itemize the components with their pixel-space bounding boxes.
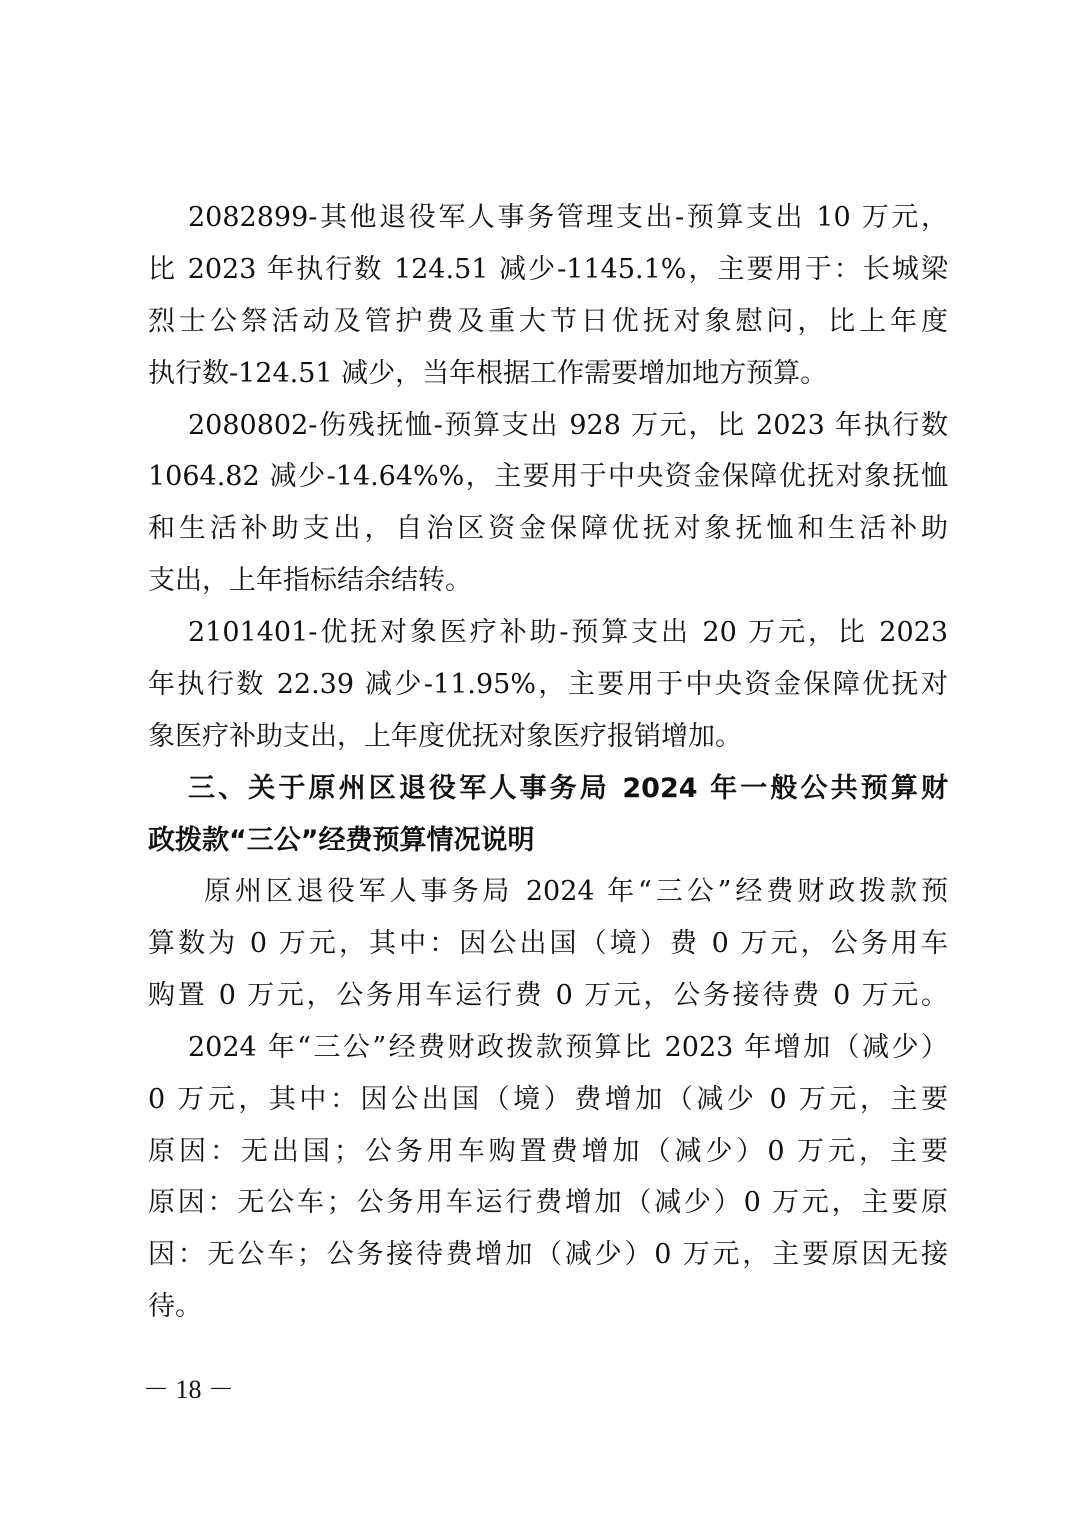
paragraph-3-line-1: 2101401-优抚对象医疗补助-预算支出 20 万元，比 2023 xyxy=(188,617,948,648)
paragraph-2-line-3: 和生活补助支出，自治区资金保障优抚对象抚恤和生活补助 xyxy=(148,513,948,544)
paragraph-2-line-2: 1064.82 减少-14.64%%，主要用于中央资金保障优抚对象抚恤 xyxy=(148,461,948,492)
section-paragraph-2-line-2: 0 万元，其中：因公出国（境）费增加（减少 0 万元，主要 xyxy=(148,1084,948,1115)
paragraph-2-line-4: 支出，上年指标结余结转。 xyxy=(148,565,472,596)
section-paragraph-2-line-3: 原因：无出国；公务用车购置费增加（减少）0 万元，主要 xyxy=(148,1136,948,1167)
paragraph-1-line-2: 比 2023 年执行数 124.51 减少-1145.1%，主要用于：长城梁 xyxy=(148,254,948,285)
paragraph-2-line-1: 2080802-伤残抚恤-预算支出 928 万元，比 2023 年执行数 xyxy=(188,410,948,441)
paragraph-1-line-1: 2082899-其他退役军人事务管理支出-预算支出 10 万元， xyxy=(188,202,948,233)
paragraph-1-line-3: 烈士公祭活动及管护费及重大节日优抚对象慰问，比上年度 xyxy=(148,306,948,337)
section-paragraph-2-line-4: 原因：无公车；公务用车运行费增加（减少）0 万元，主要原 xyxy=(148,1187,948,1218)
section-paragraph-1-line-2: 算数为 0 万元，其中：因公出国（境）费 0 万元，公务用车 xyxy=(148,928,948,959)
section-heading-line-2: 政拨款“三公”经费预算情况说明 xyxy=(148,825,535,856)
page-number: － 18 － xyxy=(143,1375,235,1404)
section-heading-line-1: 三、关于原州区退役军人事务局 2024 年一般公共预算财 xyxy=(188,773,948,804)
section-paragraph-2-line-5: 因：无公车；公务接待费增加（减少）0 万元，主要原因无接 xyxy=(148,1239,948,1270)
paragraph-3-line-3: 象医疗补助支出，上年度优抚对象医疗报销增加。 xyxy=(148,721,742,752)
paragraph-3-line-2: 年执行数 22.39 减少-11.95%，主要用于中央资金保障优抚对 xyxy=(148,669,948,700)
paragraph-1-line-4: 执行数-124.51 减少，当年根据工作需要增加地方预算。 xyxy=(148,358,828,389)
section-paragraph-1-line-1: 原州区退役军人事务局 2024 年“三公”经费财政拨款预 xyxy=(204,876,948,907)
section-paragraph-2-line-6: 待。 xyxy=(148,1291,202,1322)
section-paragraph-2-line-1: 2024 年“三公”经费财政拨款预算比 2023 年增加（减少） xyxy=(188,1032,948,1063)
section-paragraph-1-line-3: 购置 0 万元，公务用车运行费 0 万元，公务接待费 0 万元。 xyxy=(148,980,948,1011)
